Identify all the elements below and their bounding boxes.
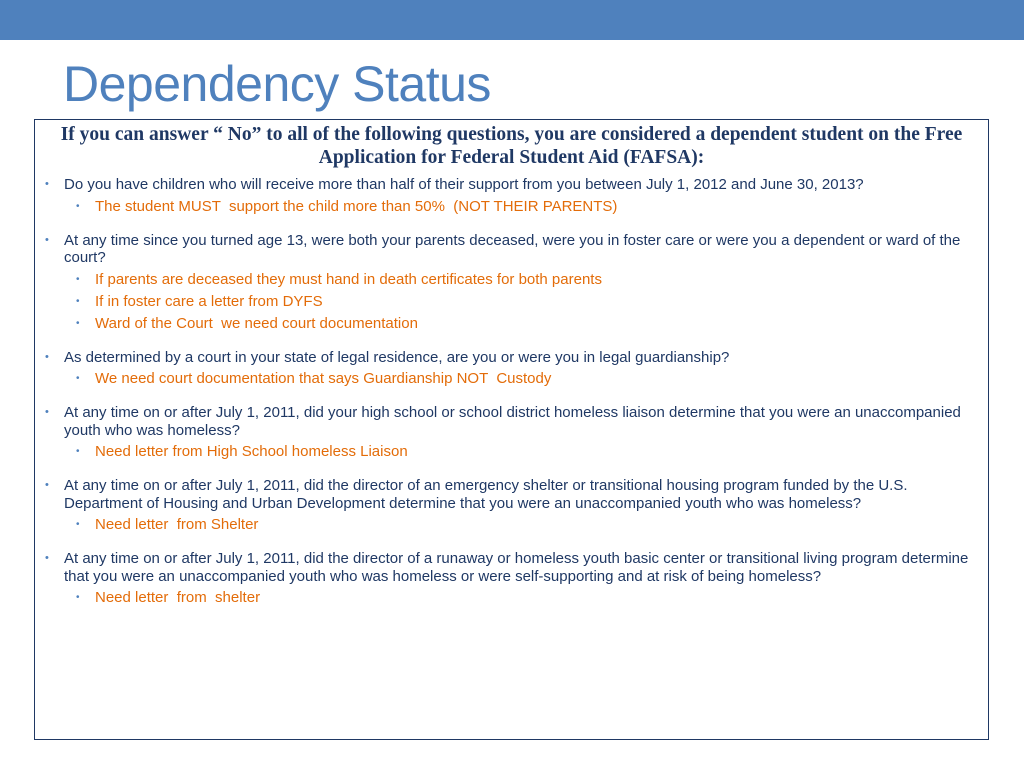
- answer-text: We need court documentation that says Guardianship NOT Custody: [95, 370, 552, 387]
- intro-heading: If you can answer “ No” to all of the following questions, you are considered a dependent student on the Free Application for Federal Student Aid (FAFSA):: [60, 124, 963, 168]
- sub-bullet-icon: •: [76, 273, 80, 285]
- question-text: At any time on or after July 1, 2011, did the director of an emergency shelter or transitional housing program funded by the U.S. Department of Housing and Urban Development determine that you were an unaccompanied youth who was homeless?: [64, 477, 908, 512]
- bullet-icon: •: [45, 233, 49, 246]
- answer-list: [64, 589, 978, 607]
- slide-title: Dependency Status: [63, 56, 491, 112]
- answer-item: [64, 271, 978, 289]
- sub-bullet-icon: •: [76, 295, 80, 307]
- answer-item: [64, 293, 978, 311]
- answer-text: If parents are deceased they must hand in death certificates for both parents: [95, 270, 602, 288]
- bullet-icon: •: [45, 479, 49, 491]
- answer-item: [64, 443, 978, 461]
- answer-item: [64, 315, 978, 333]
- answer-item: [64, 589, 978, 607]
- answer-list: [64, 370, 978, 388]
- sub-bullet-icon: •: [76, 519, 80, 530]
- top-accent-bar: [0, 0, 1024, 40]
- bullet-icon: •: [45, 552, 49, 564]
- answer-text: Need letter from shelter: [95, 589, 261, 606]
- answer-text: Need letter from Shelter: [95, 516, 259, 533]
- question-item: [35, 232, 988, 333]
- bullet-icon: •: [45, 350, 49, 363]
- answer-item: [64, 370, 978, 388]
- question-text: At any time on or after July 1, 2011, did the director of a runaway or homeless youth basic center or transitional living program determine that you were an unaccompanied youth who was homeless or were self-supporting and at risk of being homeless?: [64, 550, 969, 585]
- answer-list: [64, 516, 978, 534]
- sub-bullet-icon: •: [76, 373, 80, 384]
- answer-text: The student MUST support the child more than 50% (NOT THEIR PARENTS): [95, 197, 618, 215]
- bullet-icon: •: [45, 406, 49, 418]
- sub-bullet-icon: •: [76, 200, 80, 212]
- answer-list: [64, 198, 978, 216]
- answer-item: [64, 516, 978, 534]
- sub-bullet-icon: •: [76, 446, 80, 457]
- sub-bullet-icon: •: [76, 592, 80, 603]
- question-text: As determined by a court in your state of legal residence, are you or were you in legal guardianship?: [64, 348, 730, 366]
- answer-item: [64, 198, 978, 216]
- content-box: [34, 119, 989, 740]
- question-text: At any time since you turned age 13, were both your parents deceased, were you in foster care or were you a dependent or ward of the court?: [64, 231, 961, 266]
- question-item: [35, 477, 988, 534]
- question-item: [35, 176, 988, 216]
- question-item: [35, 550, 988, 607]
- answer-text: If in foster care a letter from DYFS: [95, 292, 323, 310]
- answer-text: Need letter from High School homeless Liaison: [95, 443, 408, 460]
- sub-bullet-icon: •: [76, 317, 80, 329]
- question-text: At any time on or after July 1, 2011, did your high school or school district homeless liaison determine that you were an unaccompanied youth who was homeless?: [64, 404, 961, 439]
- question-text: Do you have children who will receive more than half of their support from you between July 1, 2012 and June 30, 2013?: [64, 176, 864, 193]
- question-item: [35, 404, 988, 461]
- answer-list: [64, 271, 978, 333]
- question-list: [35, 176, 988, 607]
- answer-text: Ward of the Court we need court documentation: [95, 314, 418, 332]
- answer-list: [64, 443, 978, 461]
- question-item: [35, 349, 988, 389]
- bullet-icon: •: [45, 178, 49, 190]
